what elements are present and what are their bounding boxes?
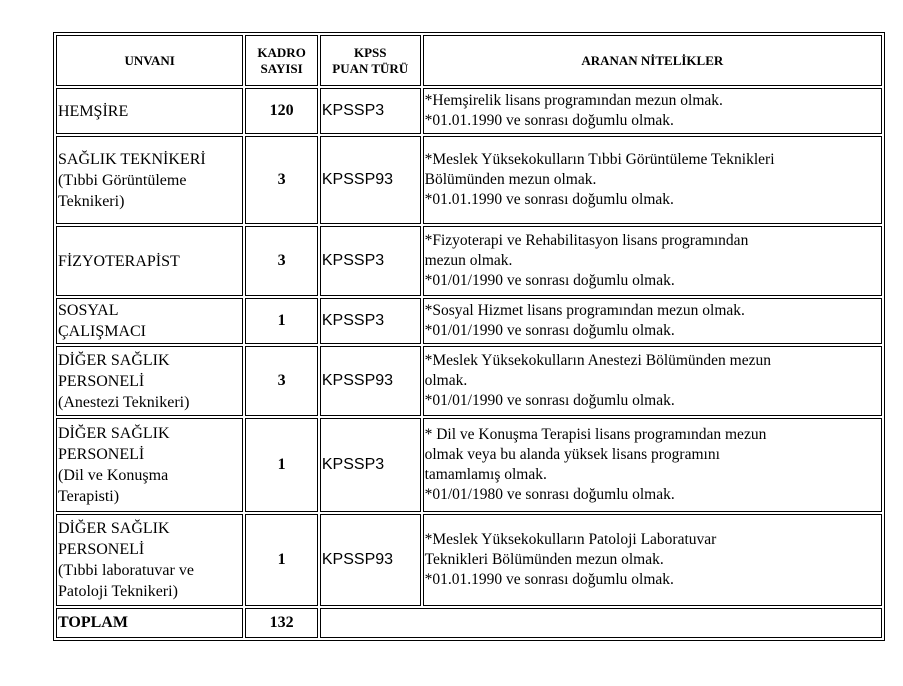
header-puan-line1: KPSS <box>353 44 387 60</box>
unvan-line: (Tıbbi Görüntüleme <box>58 171 187 189</box>
nitelik-line: *Sosyal Hizmet lisans programından mezun olmak. <box>424 302 745 319</box>
nitelik-cell <box>423 136 882 224</box>
table-row <box>56 346 882 416</box>
unvan-line: Teknikeri) <box>58 192 125 210</box>
total-row <box>56 608 882 638</box>
table-row <box>56 88 882 134</box>
table-row <box>56 226 882 296</box>
header-puan-line2: PUAN TÜRÜ <box>332 60 409 76</box>
unvan-cell <box>56 136 243 224</box>
table-row <box>56 298 882 344</box>
total-value: 132 <box>245 608 318 638</box>
nitelik-line: *01.01.1990 ve sonrası doğumlu olmak. <box>424 191 674 208</box>
nitelik-line: * Dil ve Konuşma Terapisi lisans programından mezun <box>424 426 767 443</box>
nitelik-line: olmak. <box>424 372 468 389</box>
table-row <box>56 136 882 224</box>
unvan-line: PERSONELİ <box>58 372 145 390</box>
header-row <box>56 35 882 86</box>
kadro-cell: 1 <box>245 298 318 344</box>
unvan-line: HEMŞİRE <box>58 102 129 120</box>
nitelik-line: *Fizyoterapi ve Rehabilitasyon lisans programından <box>424 232 749 249</box>
header-kadro <box>245 35 318 86</box>
unvan-line: DİĞER SAĞLIK <box>58 520 170 537</box>
puan-cell: KPSSP93 <box>320 514 421 606</box>
puan-cell: KPSSP3 <box>320 226 421 296</box>
puan-cell: KPSSP3 <box>320 298 421 344</box>
total-empty-cell <box>320 608 882 638</box>
nitelik-line: *Meslek Yüksekokulların Tıbbi Görüntüleme Teknikleri <box>424 151 775 168</box>
nitelik-cell <box>423 514 882 606</box>
header-kadro-line2: SAYISI <box>260 60 303 76</box>
unvan-cell <box>56 346 243 416</box>
nitelik-line: tamamlamış olmak. <box>424 466 547 483</box>
unvan-line: ÇALIŞMACI <box>58 323 147 340</box>
puan-cell: KPSSP3 <box>320 418 421 512</box>
nitelik-line: *Hemşirelik lisans programından mezun olmak. <box>424 92 723 109</box>
kadro-cell: 1 <box>245 514 318 606</box>
table-row <box>56 418 882 512</box>
unvan-line: DİĞER SAĞLIK <box>58 425 170 442</box>
unvan-line: Patoloji Teknikeri) <box>58 583 178 600</box>
nitelik-cell <box>423 346 882 416</box>
unvan-cell <box>56 88 243 134</box>
nitelik-line: *01/01/1990 ve sonrası doğumlu olmak. <box>424 392 675 409</box>
kadro-cell: 3 <box>245 346 318 416</box>
kadro-cell: 3 <box>245 226 318 296</box>
unvan-line: (Dil ve Konuşma <box>58 467 169 484</box>
nitelik-line: Teknikleri Bölümünden mezun olmak. <box>424 551 664 568</box>
kadro-cell: 3 <box>245 136 318 224</box>
unvan-line: DİĞER SAĞLIK <box>58 351 170 369</box>
nitelik-line: olmak veya bu alanda yüksek lisans programını <box>424 446 720 463</box>
puan-cell: KPSSP3 <box>320 88 421 134</box>
nitelik-cell <box>423 88 882 134</box>
nitelik-line: Bölümünden mezun olmak. <box>424 171 597 188</box>
header-kadro-line1: KADRO <box>257 44 306 60</box>
unvan-cell <box>56 514 243 606</box>
positions-table <box>53 32 885 641</box>
kadro-cell: 120 <box>245 88 318 134</box>
unvan-line: PERSONELİ <box>58 541 145 558</box>
unvan-line: SAĞLIK TEKNİKERİ <box>58 150 206 168</box>
puan-cell: KPSSP93 <box>320 346 421 416</box>
nitelik-line: *01.01.1990 ve sonrası doğumlu olmak. <box>424 571 674 588</box>
nitelik-line: *01/01/1980 ve sonrası doğumlu olmak. <box>424 486 675 503</box>
unvan-cell <box>56 418 243 512</box>
puan-cell: KPSSP93 <box>320 136 421 224</box>
nitelik-cell <box>423 226 882 296</box>
nitelik-line: *Meslek Yüksekokulların Patoloji Laboratuvar <box>424 531 717 548</box>
nitelik-line: *01/01/1990 ve sonrası doğumlu olmak. <box>424 322 675 339</box>
unvan-line: FİZYOTERAPİST <box>58 252 180 270</box>
nitelik-line: *01.01.1990 ve sonrası doğumlu olmak. <box>424 112 674 129</box>
header-unvan: UNVANI <box>56 35 243 86</box>
table-body <box>56 88 882 606</box>
header-puan <box>320 35 421 86</box>
unvan-cell <box>56 298 243 344</box>
unvan-line: Terapisti) <box>58 488 120 505</box>
kadro-cell: 1 <box>245 418 318 512</box>
header-nitelik: ARANAN NİTELİKLER <box>423 35 882 86</box>
nitelik-line: mezun olmak. <box>424 252 513 269</box>
table-row <box>56 514 882 606</box>
nitelik-line: *Meslek Yüksekokulların Anestezi Bölümünden mezun <box>424 352 771 369</box>
nitelik-cell <box>423 418 882 512</box>
unvan-line: (Anestezi Teknikeri) <box>58 393 190 411</box>
nitelik-line: *01/01/1990 ve sonrası doğumlu olmak. <box>424 272 675 289</box>
unvan-line: (Tıbbi laboratuvar ve <box>58 562 194 579</box>
unvan-line: SOSYAL <box>58 302 119 319</box>
unvan-cell <box>56 226 243 296</box>
unvan-line: PERSONELİ <box>58 446 145 463</box>
nitelik-cell <box>423 298 882 344</box>
total-label: TOPLAM <box>56 608 243 638</box>
